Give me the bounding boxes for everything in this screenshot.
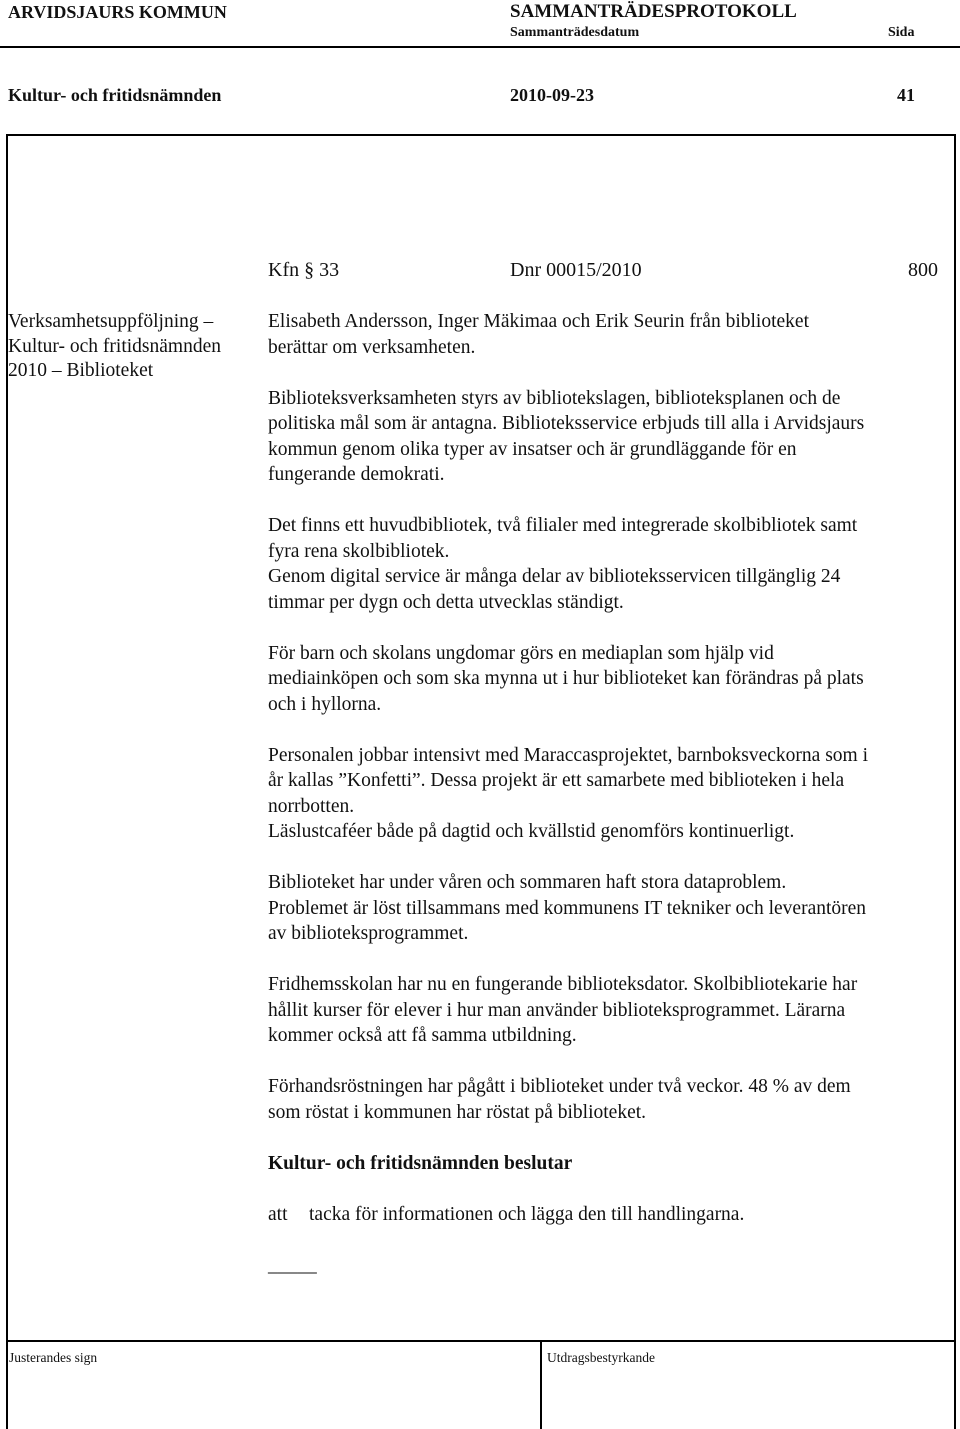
paragraph-libraries [268, 513, 952, 615]
subject-line: Verksamhetsuppföljning – [8, 311, 214, 332]
text-line: Personalen jobbar intensivt med Maraccasprojektet, barnboksveckorna som i [268, 744, 868, 766]
text-line: Förhandsröstningen har pågått i biblioteket under två veckor. 48 % av dem [268, 1076, 851, 1097]
text-line: timmar per dygn och detta utvecklas ständigt. [268, 591, 624, 613]
closing-line: _____ [268, 1254, 317, 1276]
text-line: Biblioteksverksamheten styrs av bibliotekslagen, biblioteksplanen och de [268, 387, 841, 409]
document-type: SAMMANTRÄDESPROTOKOLL [510, 1, 797, 22]
paragraph-school-library [268, 972, 952, 1049]
signature-label: Justerandes sign [9, 1350, 98, 1365]
text-line: Problemet är löst tillsammans med kommunens IT tekniker och leverantören [268, 897, 867, 919]
text-line: och i hyllorna. [268, 693, 382, 715]
header-divider [0, 46, 960, 48]
case-number: Dnr 00015/2010 [510, 259, 642, 281]
text-line: som röstat i kommunen har röstat på biblioteket. [268, 1101, 647, 1123]
text-line: fyra rena skolbibliotek. [268, 540, 450, 562]
text-line: berättar om verksamheten. [268, 336, 476, 358]
footer-column-divider [540, 1340, 542, 1429]
paragraph-dataproblems [268, 870, 952, 947]
meeting-date-label: Sammanträdesdatum [510, 25, 640, 40]
paragraph-reference: Kfn § 33 [268, 259, 340, 281]
text-line: norrbotten. [268, 795, 355, 817]
item-subject [8, 310, 221, 384]
text-line: fungerande demokrati. [268, 464, 445, 485]
municipality-name: ARVIDSJAURS KOMMUN [8, 2, 227, 22]
archive-code: 800 [908, 259, 938, 281]
meeting-date: 2010-09-23 [510, 85, 594, 105]
text-line: mediainköpen och som ska mynna ut i hur biblioteket kan förändras på plats [268, 668, 864, 689]
text-line: politiska mål som är antagna. Biblioteksservice erbjuds till alla i Arvidsjaurs [268, 413, 865, 434]
paragraph-presenters [268, 309, 952, 360]
committee-name: Kultur- och fritidsnämnden [8, 85, 222, 105]
page-label: Sida [888, 25, 915, 40]
footer-divider [6, 1340, 956, 1342]
paragraph-advance-voting [268, 1074, 952, 1125]
text-line: hållit kurser för elever i hur man använder biblioteksprogrammet. Lärarna [268, 999, 846, 1021]
paragraph-mediaplan [268, 641, 952, 718]
text-line: Genom digital service är många delar av biblioteksservicen tillgänglig 24 [268, 566, 841, 587]
frame-top [6, 134, 956, 136]
subject-line: Kultur- och fritidsnämnden [8, 335, 221, 357]
text-line: kommer också att få samma utbildning. [268, 1025, 577, 1046]
text-line: Läslustcaféer både på dagtid och kvällstid genomförs kontinuerligt. [268, 821, 795, 842]
text-line: Fridhemsskolan har nu en fungerande biblioteksdator. Skolbibliotekarie har [268, 974, 858, 995]
certification-label: Utdragsbestyrkande [547, 1350, 655, 1365]
att-label: att [268, 1203, 288, 1225]
decision-text: tacka för informationen och lägga den till handlingarna. [309, 1203, 745, 1225]
frame-right [954, 134, 956, 1429]
paragraph-governance [268, 386, 952, 488]
subject-line: 2010 – Biblioteket [8, 360, 154, 381]
text-line: av biblioteksprogrammet. [268, 923, 469, 944]
text-line: Det finns ett huvudbibliotek, två filialer med integrerade skolbibliotek samt [268, 515, 858, 536]
text-line: Elisabeth Andersson, Inger Mäkimaa och Erik Seurin från biblioteket [268, 311, 809, 332]
text-line: För barn och skolans ungdomar görs en mediaplan som hjälp vid [268, 642, 774, 664]
text-line: kommun genom olika typer av insatser och är grundläggande för en [268, 438, 797, 460]
decision-heading: Kultur- och fritidsnämnden beslutar [268, 1152, 573, 1174]
paragraph-projects [268, 743, 952, 845]
decision-clause [268, 1202, 952, 1228]
text-line: Biblioteket har under våren och sommaren haft stora dataproblem. [268, 872, 787, 893]
minutes-body [268, 309, 952, 1278]
page-number: 41 [897, 85, 915, 105]
text-line: år kallas ”Konfetti”. Dessa projekt är ett samarbete med biblioteken i hela [268, 770, 845, 791]
